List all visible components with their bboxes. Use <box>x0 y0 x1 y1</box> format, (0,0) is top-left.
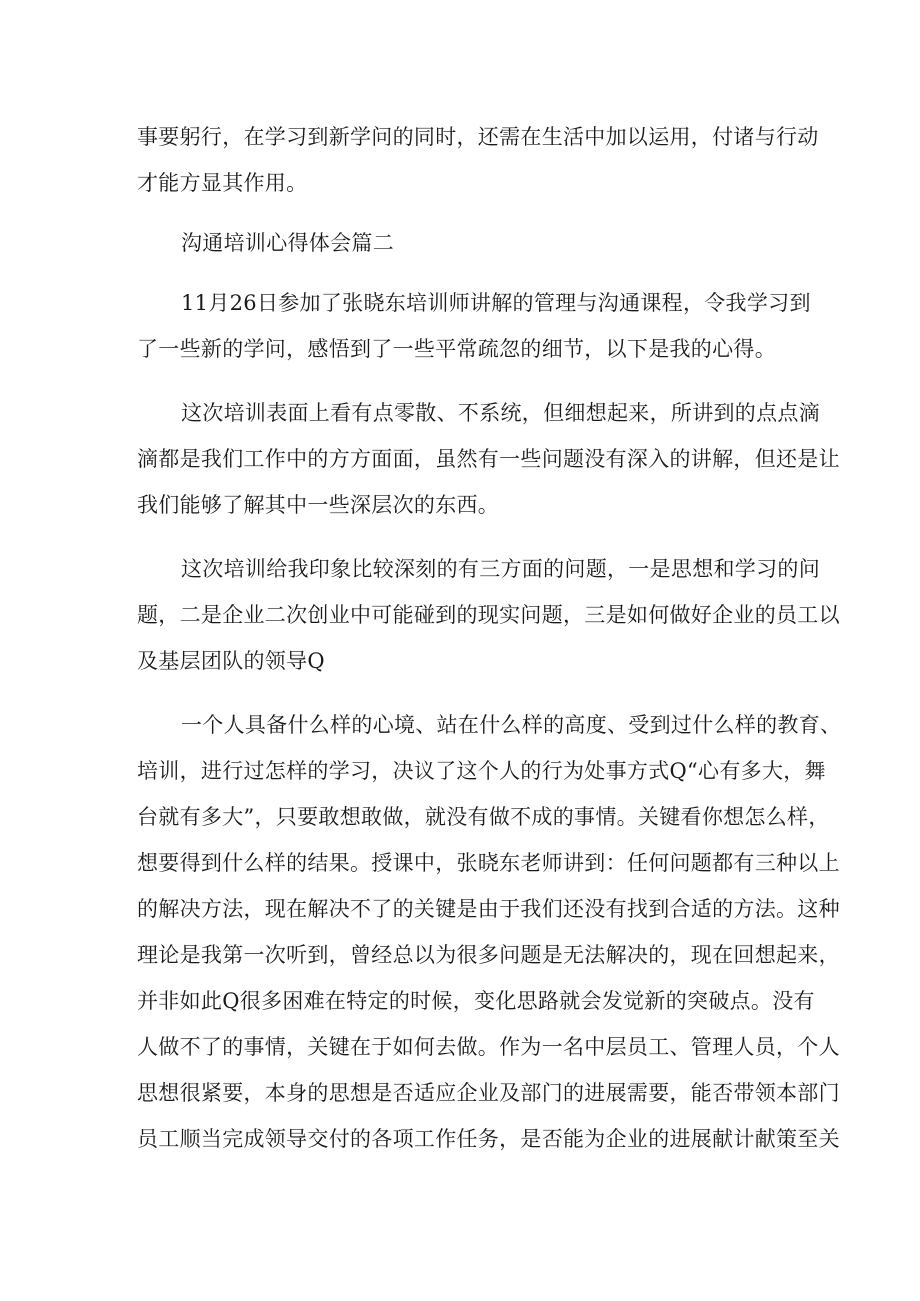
text-line: 培训，进行过怎样的学习，决议了这个人的行为处事方式Q“心有多大，舞 <box>137 759 826 783</box>
text-line: 思想很紧要，本身的思想是否适应企业及部门的进展需要，能否带领本部门 <box>137 1081 840 1105</box>
text-line: 一个人具备什么样的心境、站在什么样的高度、受到过什么样的教育、 <box>181 713 842 737</box>
text-line: 滴都是我们工作中的方方面面，虽然有一些问题没有深入的讲解，但还是让 <box>137 447 840 471</box>
text-line: 11月26日参加了张晓东培训师讲解的管理与沟通课程，令我学习到 <box>181 291 811 315</box>
text-line: 这次培训给我印象比较深刻的有三方面的问题，一是思想和学习的问 <box>181 557 820 581</box>
text-line: 我们能够了解其中一些深层次的东西。 <box>137 493 500 517</box>
text-line: 了一些新的学问，感悟到了一些平常疏忽的细节，以下是我的心得。 <box>137 337 776 361</box>
text-line: 事要躬行，在学习到新学问的同时，还需在生活中加以运用，付诸与行动 <box>137 125 819 149</box>
text-line: 题，二是企业二次创业中可能碰到的现实问题，三是如何做好企业的员工以 <box>137 603 840 627</box>
text-line: 台就有多大”，只要敢想敢做，就没有做不成的事情。关键看你想怎么样， <box>137 805 830 829</box>
text-line: 想要得到什么样的结果。授课中，张晓东老师讲到：任何问题都有三种以上 <box>137 851 840 875</box>
text-line: 人做不了的事情，关键在于如何去做。作为一名中层员工、管理人员，个人 <box>137 1035 840 1059</box>
text-line: 才能方显其作用。 <box>137 171 308 195</box>
text-line: 理论是我第一次听到，曾经总以为很多问题是无法解决的，现在回想起来， <box>137 943 840 967</box>
text-line: 及基层团队的领导Q <box>137 649 325 673</box>
section-heading: 沟通培训心得体会篇二 <box>181 231 394 255</box>
text-line: 这次培训表面上看有点零散、不系统，但细想起来，所讲到的点点滴 <box>181 401 820 425</box>
text-line: 并非如此Q很多困难在特定的时候，变化思路就会发觉新的突破点。没有 <box>137 989 815 1013</box>
text-line: 的解决方法，现在解决不了的关键是由于我们还没有找到合适的方法。这种 <box>137 897 840 921</box>
text-line: 员工顺当完成领导交付的各项工作任务，是否能为企业的进展献计献策至关 <box>137 1127 840 1151</box>
